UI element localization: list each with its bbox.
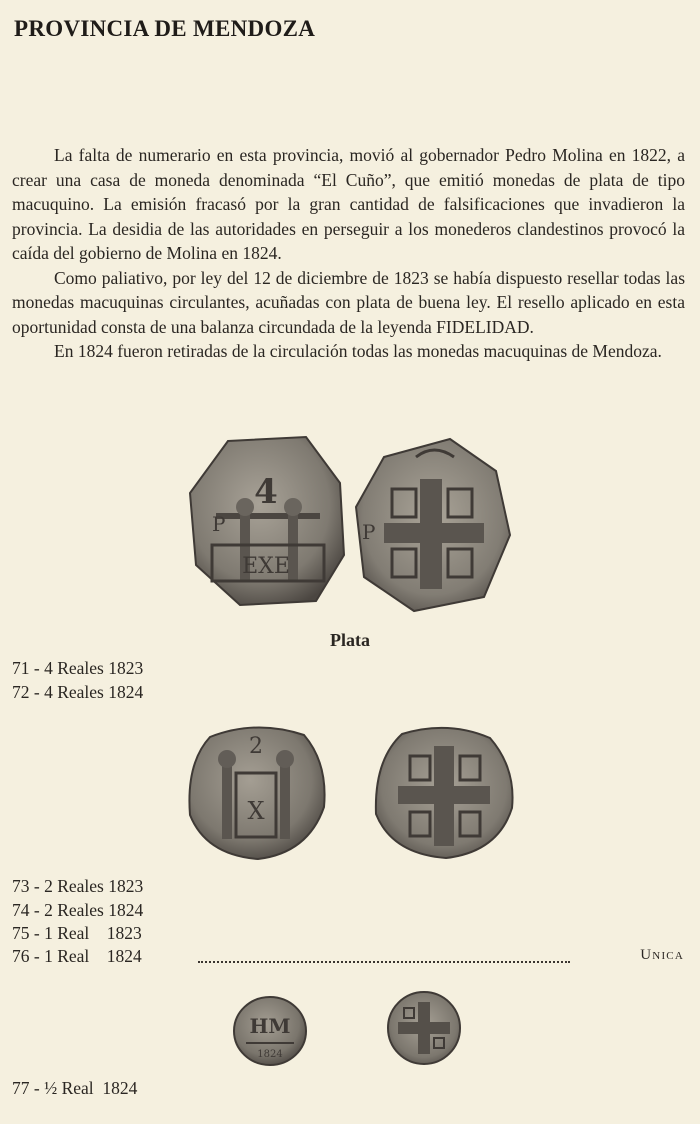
paragraph-2: Como paliativo, por ley del 12 de diciembre de 1823 se había dispuesto resellar todas las monedas macuquinas circulantes, acuñadas con plata de buena ley. El resello aplicado en esta oportunidad consta de una balanza circundada de la leyenda FIDELIDAD. (12, 267, 685, 337)
catalog-entry-76: 76 - 1 Real 1824 (12, 946, 142, 966)
coin-4reales-reverse-icon (354, 437, 512, 613)
svg-text:P: P (212, 512, 226, 536)
intro-text (12, 143, 685, 364)
catalog-entry-77: 77 - ½ Real 1824 (12, 1078, 138, 1098)
catalog-entry-75: 75 - 1 Real 1823 (12, 923, 142, 943)
unica-note: Unica (640, 947, 684, 963)
svg-text:X: X (247, 797, 265, 825)
coin-4reales-obverse-icon (188, 435, 346, 607)
svg-text:HM: HM (249, 1014, 291, 1038)
catalog-entry-71: 71 - 4 Reales 1823 (12, 658, 144, 678)
svg-text:EXE: EXE (242, 554, 290, 579)
coin-2reales-reverse-icon (372, 724, 516, 860)
dotted-leader (198, 947, 570, 963)
paragraph-3: En 1824 fueron retiradas de la circulación todas las monedas macuquinas de Mendoza. (54, 341, 662, 361)
svg-text:2: 2 (249, 734, 263, 759)
section-label-plata: Plata (330, 630, 370, 650)
paragraph-1: La falta de numerario en esta provincia, movió al gobernador Pedro Molina en 1822, a crear una casa de moneda denominada “El Cuño”, que emitió monedas de plata de tipo macuquino. La emisión fracasó por la gran cantidad de falsificaciones que invadieron la provincia. La desidia de las autoridades en perseguir a los monederos clandestinos provocó la caída del gobierno de Molina en 1824. (12, 145, 685, 263)
catalog-entry-74: 74 - 2 Reales 1824 (12, 900, 144, 920)
catalog-entry-73: 73 - 2 Reales 1823 (12, 876, 144, 896)
catalog-entry-72: 72 - 4 Reales 1824 (12, 682, 144, 702)
coin-2reales-obverse-icon (186, 723, 328, 861)
coin-halfreal-reverse-icon (386, 990, 462, 1066)
page-title: PROVINCIA DE MENDOZA (14, 16, 316, 41)
svg-text:4: 4 (254, 472, 278, 512)
svg-text:P: P (362, 520, 376, 544)
svg-text:1824: 1824 (257, 1049, 283, 1060)
coin-halfreal-obverse-icon (232, 995, 308, 1067)
